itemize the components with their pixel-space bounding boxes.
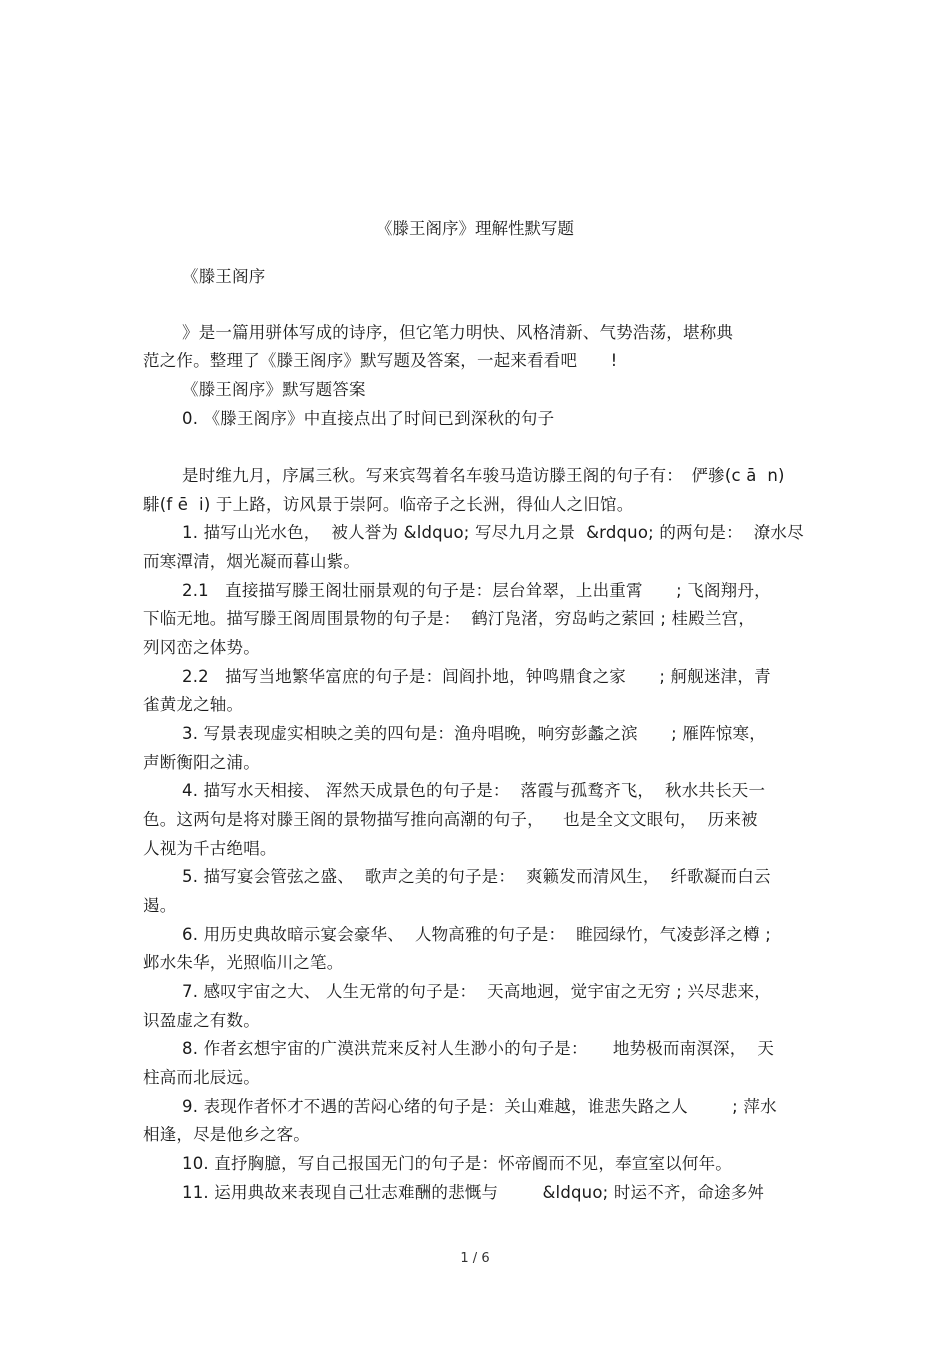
text-line: 范之作。整理了《滕王阁序》默写题及答案，一起来看看吧 ! xyxy=(143,351,618,370)
text-line: 3. 写景表现虚实相映之美的四句是：渔舟唱晚，响穷彭蠡之滨 ; 雁阵惊寒， xyxy=(182,724,766,743)
text-line: 》是一篇用骈体写成的诗序，但它笔力明快、风格清新、气势浩荡，堪称典 xyxy=(182,323,734,342)
text-line: 11. 运用典故来表现自己壮志难酬的悲慨与 &ldquo; 时运不齐，命途多舛 xyxy=(182,1183,765,1202)
text-line: 相逢，尽是他乡之客。 xyxy=(143,1125,310,1144)
text-line: 邺水朱华，光照临川之笔。 xyxy=(143,953,344,972)
text-line: 5. 描写宴会管弦之盛、 歌声之美的句子是： 爽籁发而清风生， 纤歌凝而白云 xyxy=(182,867,771,886)
text-line: 识盈虚之有数。 xyxy=(143,1011,260,1030)
document-title: 《滕王阁序》理解性默写题 xyxy=(376,219,574,238)
text-line: 《滕王阁序 xyxy=(182,267,266,286)
text-line: 4. 描写水天相接、 浑然天成景色的句子是： 落霞与孤鹜齐飞， 秋水共长天一 xyxy=(182,781,766,800)
text-line: 騑(f ē i) 于上路，访风景于崇阿。临帝子之长洲，得仙人之旧馆。 xyxy=(143,495,634,514)
text-line: 是时维九月，序属三秋。写来宾驾着名车骏马造访滕王阁的句子有： 俨骖(c ā n) xyxy=(182,466,785,485)
text-line: 8. 作者玄想宇宙的广漠洪荒来反衬人生渺小的句子是： 地势极而南溟深， 天 xyxy=(182,1039,775,1058)
text-line: 2.1 直接描写滕王阁壮丽景观的句子是：层台耸翠，上出重霄 ; 飞阁翔丹， xyxy=(182,581,771,600)
text-line: 0. 《滕王阁序》中直接点出了时间已到深秋的句子 xyxy=(182,409,555,428)
text-line: 人视为千古绝唱。 xyxy=(143,839,277,858)
text-line: 下临无地。描写滕王阁周围景物的句子是： 鹤汀凫渚，穷岛屿之萦回 ; 桂殿兰宫， xyxy=(143,609,756,628)
text-line: 1. 描写山光水色， 被人誉为 &ldquo; 写尽九月之景 &rdquo; 的两句是： 潦水尽 xyxy=(182,523,804,542)
text-line: 雀黄龙之轴。 xyxy=(143,695,244,714)
text-line: 7. 感叹宇宙之大、 人生无常的句子是： 天高地迥，觉宇宙之无穷 ; 兴尽悲来， xyxy=(182,982,771,1001)
text-line: 柱高而北辰远。 xyxy=(143,1068,260,1087)
text-line: 9. 表现作者怀才不遇的苦闷心绪的句子是：关山难越，谁悲失路之人 ; 萍水 xyxy=(182,1097,777,1116)
text-line: 而寒潭清，烟光凝而暮山紫。 xyxy=(143,552,361,571)
text-line: 声断衡阳之浦。 xyxy=(143,753,260,772)
text-line: 色。这两句是将对滕王阁的景物描写推向高潮的句子， 也是全文文眼句， 历来被 xyxy=(143,810,758,829)
text-line: 6. 用历史典故暗示宴会豪华、 人物高雅的句子是： 睢园绿竹，气凌彭泽之樽 ; xyxy=(182,925,771,944)
text-line: 《滕王阁序》默写题答案 xyxy=(182,380,366,399)
page-number: 1 / 6 xyxy=(460,1251,490,1266)
text-line: 列冈峦之体势。 xyxy=(143,638,260,657)
text-line: 10. 直抒胸臆，写自己报国无门的句子是：怀帝阍而不见，奉宣室以何年。 xyxy=(182,1154,732,1173)
text-line: 遏。 xyxy=(143,896,177,915)
text-line: 2.2 描写当地繁华富庶的句子是：闾阎扑地，钟鸣鼎食之家 ; 舸舰迷津，青 xyxy=(182,667,771,686)
